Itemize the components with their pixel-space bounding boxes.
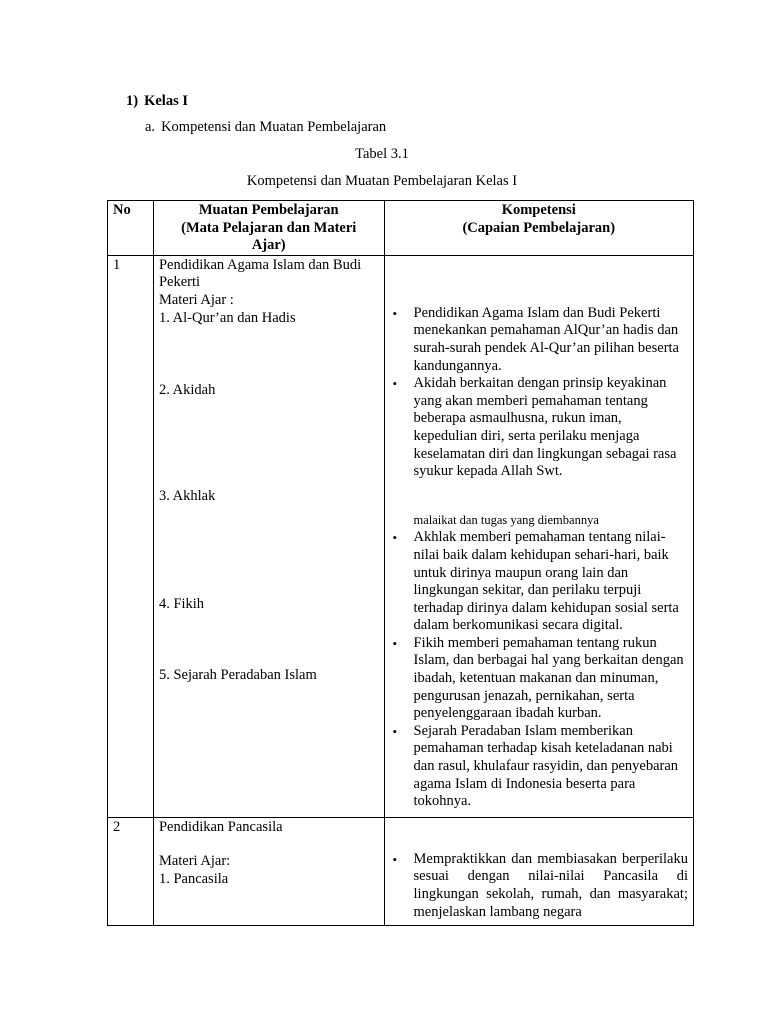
list-item [390,529,688,635]
row-muatan [153,817,384,925]
table-row [108,817,694,925]
materi-item: 3. Akhlak [158,487,216,504]
kompetensi-text: Akidah berkaitan dengan prinsip keyakinan yang akan memberi pemahaman tentang beberapa asmaulhusna, rukun iman, kepedulian diri, serta perilaku menjaga keselamatan diri dan lingkungan sebagai rasa syukur kepada Allah Swt. [413,375,677,480]
row-kompetensi [384,817,693,925]
kompetensi-text: Fikih memberi pemahaman tentang rukun Islam, dan berbagai hal yang berkaitan dengan ibadah, ketentuan makanan dan minuman, pengurusan jenazah, pernikahan, serta penyelenggaraan ibadah kurban. [413,634,684,722]
bullet-icon: • [392,635,398,651]
subsection-letter: a. [145,119,156,135]
list-item [390,635,688,723]
table-title: Kompetensi dan Muatan Pembelajaran Kelas I [246,173,518,189]
kompetensi-list [390,851,688,921]
table-header-row [108,201,694,256]
section-heading [126,93,188,110]
kompetensi-list [390,529,688,811]
subject-name-line2: Pekerti [158,274,201,291]
section-number: 1) [126,93,139,109]
header-kompetensi [384,201,693,256]
row-number: 1 [108,255,154,817]
materi-item: 1. Al-Qur’an dan Hadis [158,309,296,326]
kompetensi-text: Mempraktikkan dan membiasakan berperilaku sesuai dengan nilai-nilai Pancasila di lingkungan sekolah, rumah, dan masyarakat; menjelaskan lambang negara [413,850,688,920]
materi-item: 1. Pancasila [158,870,229,887]
header-kompetensi-line1: Kompetensi [501,202,576,218]
materi-label: Materi Ajar : [158,291,234,308]
kompetensi-list [390,305,688,481]
table-label: Tabel 3.1 [355,146,409,162]
subsection-heading [145,119,386,136]
list-item [390,375,688,481]
bullet-icon: • [392,305,398,321]
kompetensi-text: Pendidikan Agama Islam dan Budi Pekerti menekankan pemahaman AlQur’an hadis dan surah-surah pendek Al-Qur’an pilihan beserta kandungannya. [413,304,679,374]
subject-name-line1: Pendidikan Agama Islam dan Budi [158,256,362,273]
bullet-icon: • [392,376,398,392]
header-no: No [108,201,154,256]
header-muatan-line3: Ajar) [251,237,286,254]
header-muatan-line1: Muatan Pembelajaran [198,202,339,218]
list-item [390,723,688,811]
row-kompetensi [384,255,693,817]
row-number: 2 [108,817,154,925]
subsection-title: Kompetensi dan Muatan Pembelajaran [161,119,387,135]
header-kompetensi-line2: (Capaian Pembelajaran) [462,219,616,236]
kompetensi-text: Akhlak memberi pemahaman tentang nilai-nilai baik dalam kehidupan sehari-hari, baik untuk dirinya maupun orang lain dan lingkungan sekitar, dan perilaku terpuji terhadap dirinya dalam kehidupan sosial serta dalam berkomunikasi secara digital. [413,529,679,634]
competency-table [107,200,694,926]
bullet-icon: • [392,851,398,867]
section-title: Kelas I [144,93,188,109]
header-muatan [153,201,384,256]
materi-item: 5. Sejarah Peradaban Islam [158,666,317,683]
subject-name: Pendidikan Pancasila [158,818,283,835]
stray-note: malaikat dan tugas yang diembannya [413,512,599,527]
bullet-icon: • [392,530,398,546]
materi-label: Materi Ajar: [158,853,231,870]
row-muatan [153,255,384,817]
table-row [108,255,694,817]
materi-item: 4. Fikih [158,595,205,612]
materi-item: 2. Akidah [158,381,216,398]
kompetensi-text: Sejarah Peradaban Islam memberikan pemahaman terhadap kisah keteladanan nabi dan rasul, khulafaur rasyidin, dan penyebaran agama Islam di Indonesia beserta para tokohnya. [413,722,679,810]
list-item [390,305,688,375]
header-muatan-line2: (Mata Pelajaran dan Materi [181,219,357,236]
list-item [390,851,688,921]
bullet-icon: • [392,723,398,739]
